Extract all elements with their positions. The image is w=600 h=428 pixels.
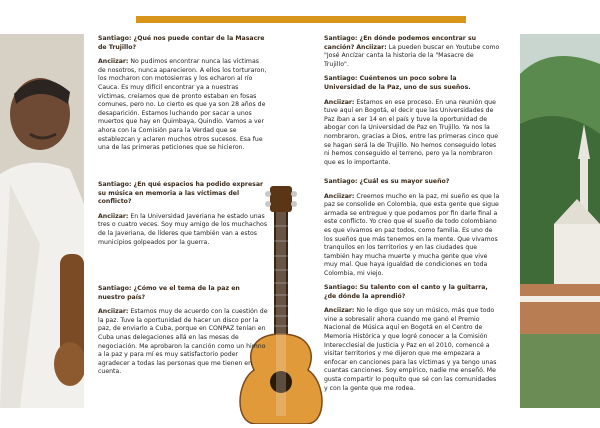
- interview-block: [98, 58, 268, 153]
- interview-block: [98, 35, 268, 52]
- left-text-column: [98, 285, 268, 383]
- interview-block: [324, 99, 500, 168]
- musician-portrait-photo: [0, 34, 84, 408]
- interview-question: Santiago: Cuéntenos un poco sobre la Universidad de la Paz, uno de sus sueños.: [324, 75, 471, 91]
- speaker-label: Anciizar:: [98, 308, 129, 316]
- left-text-column: [98, 181, 268, 253]
- interview-answer: Estamos en ese proceso. En una reunión que tuve aquí en Bogotá, el decir que las Universidades de Paz iban a ser 14 en el país y tuve la oportunidad de abogar con la Universidad de Paz en Trujillo. Ya nos la nombraron, gracias a Dios, entre las primeras cinco que se hagan será la de Trujillo. No hemos conseguido lotes ni hemos conseguido el terreno, pero ya la nombraron que es lo importante.: [324, 98, 499, 166]
- speaker-label: Anciizar:: [324, 307, 355, 315]
- interview-answer: Estamos muy de acuerdo con la cuestión de la paz. Tuve la oportunidad de hacer un disco por la paz, de enviarlo a Cuba, porque en CONPAZ tenían en Cuba unas delegaciones allá en las mesas de negociación. Me aprobaron la canción como un himno a la paz y para mí es muy satisfactorio poder agradecer a todas las personas que me tienen en cuenta.: [98, 308, 268, 376]
- interview-block: [324, 193, 500, 279]
- right-text-column: [324, 178, 500, 285]
- speaker-label: Anciizar:: [98, 212, 129, 220]
- interview-question: Santiago: ¿Cómo ve el tema de la paz en nuestro país?: [98, 285, 240, 301]
- interview-question: Santiago: ¿En dónde podemos encontrar su canción?: [324, 35, 477, 51]
- interview-block: [324, 75, 500, 92]
- interview-block: [324, 307, 500, 393]
- interview-answer: La pueden buscar en Youtube como "José Ancízar canta la historia de la "Masacre de Trujillo".: [324, 43, 500, 68]
- interview-block: [98, 181, 268, 207]
- interview-block: [98, 285, 268, 302]
- speaker-label: Anciizar:: [324, 192, 355, 200]
- interview-answer: No le digo que soy un músico, más que todo vine a sobresalir ahora cuando me ganó el Premio Nacional de Música aquí en Bogotá en el Centro de Memoria Histórica y que logré conocer a la Comisión Interecclesial de Justicia y Paz en el 2010, comencé a visitar territorios y me dijeron que me empezara a enfocar en canciones para las víctimas y ya tengo unas cuantas canciones. Soy empírico, nadie me enseñó. Me gusta compartir lo poquito que sé con las comunidades y con la gente que me rodea.: [324, 307, 497, 392]
- left-text-column: [98, 35, 268, 159]
- interview-question: Santiago: ¿Qué nos puede contar de la Masacre de Trujillo?: [98, 35, 265, 51]
- interview-answer: Creemos mucho en la paz, mi sueño es que la paz se consolide en Colombia, que esta gente que sigue armada se entregue y que podamos por fin darle final a este conflicto. Yo creo que el sueño de todo colombiano es que vivamos en paz todos, como familia. Es uno de los sueños que más tenemos en la mente. Que vivamos tranquilos en los territorios y en las ciudades que también hay mucha muerte y mucha gente que vive muy mal. Que haya igualdad de condiciones en toda Colombia, mi viejo.: [324, 192, 500, 277]
- interview-block: [324, 35, 500, 69]
- interview-question: Santiago: Su talento con el canto y la guitarra, ¿de dónde la aprendió?: [324, 284, 488, 300]
- speaker-label: Anciizar:: [324, 98, 355, 106]
- right-text-column: [324, 35, 500, 173]
- interview-block: [324, 284, 500, 301]
- interview-question: Santiago: ¿En qué espacios ha podido expresar su música en memoria a las víctimas del conflicto?: [98, 181, 264, 206]
- speaker-label: Anciizar:: [356, 43, 387, 51]
- interview-block: [98, 213, 268, 247]
- right-text-column: [324, 284, 500, 399]
- interview-answer: No pudimos encontrar nunca las víctimas de nosotros, nunca aparecieron. A ellos los torturaron, los mocharon con motosierras y los echaron al río Cauca. Es muy difícil encontrar ya a nuestras víctimas, creíamos que de pronto estaban en fosas comunes, pero no. Lo cierto es que ya son 28 años de desaparición. Estamos luchando por sacar a unos muertos que hay en Quimbaya, Quindío. Vamos a ver ahora con la Comisión para la Verdad que se establezcan y aclaren muchos otros sucesos. Esa fue una de las primeras peticiones que se hicieron.: [98, 58, 267, 152]
- speaker-label: Anciizar:: [98, 58, 129, 66]
- town-church-photo: [520, 34, 600, 408]
- interview-question: Santiago: ¿Cuál es su mayor sueño?: [324, 178, 450, 185]
- accent-bar: [136, 16, 466, 23]
- interview-block: [98, 308, 268, 377]
- interview-block: [324, 178, 500, 187]
- interview-answer: En la Universidad Javeriana he estado unas tres o cuatro veces. Soy muy amigo de los muchachos de la Javeriana, de líderes que también van a estos municipios golpeados por la guerra.: [98, 212, 268, 246]
